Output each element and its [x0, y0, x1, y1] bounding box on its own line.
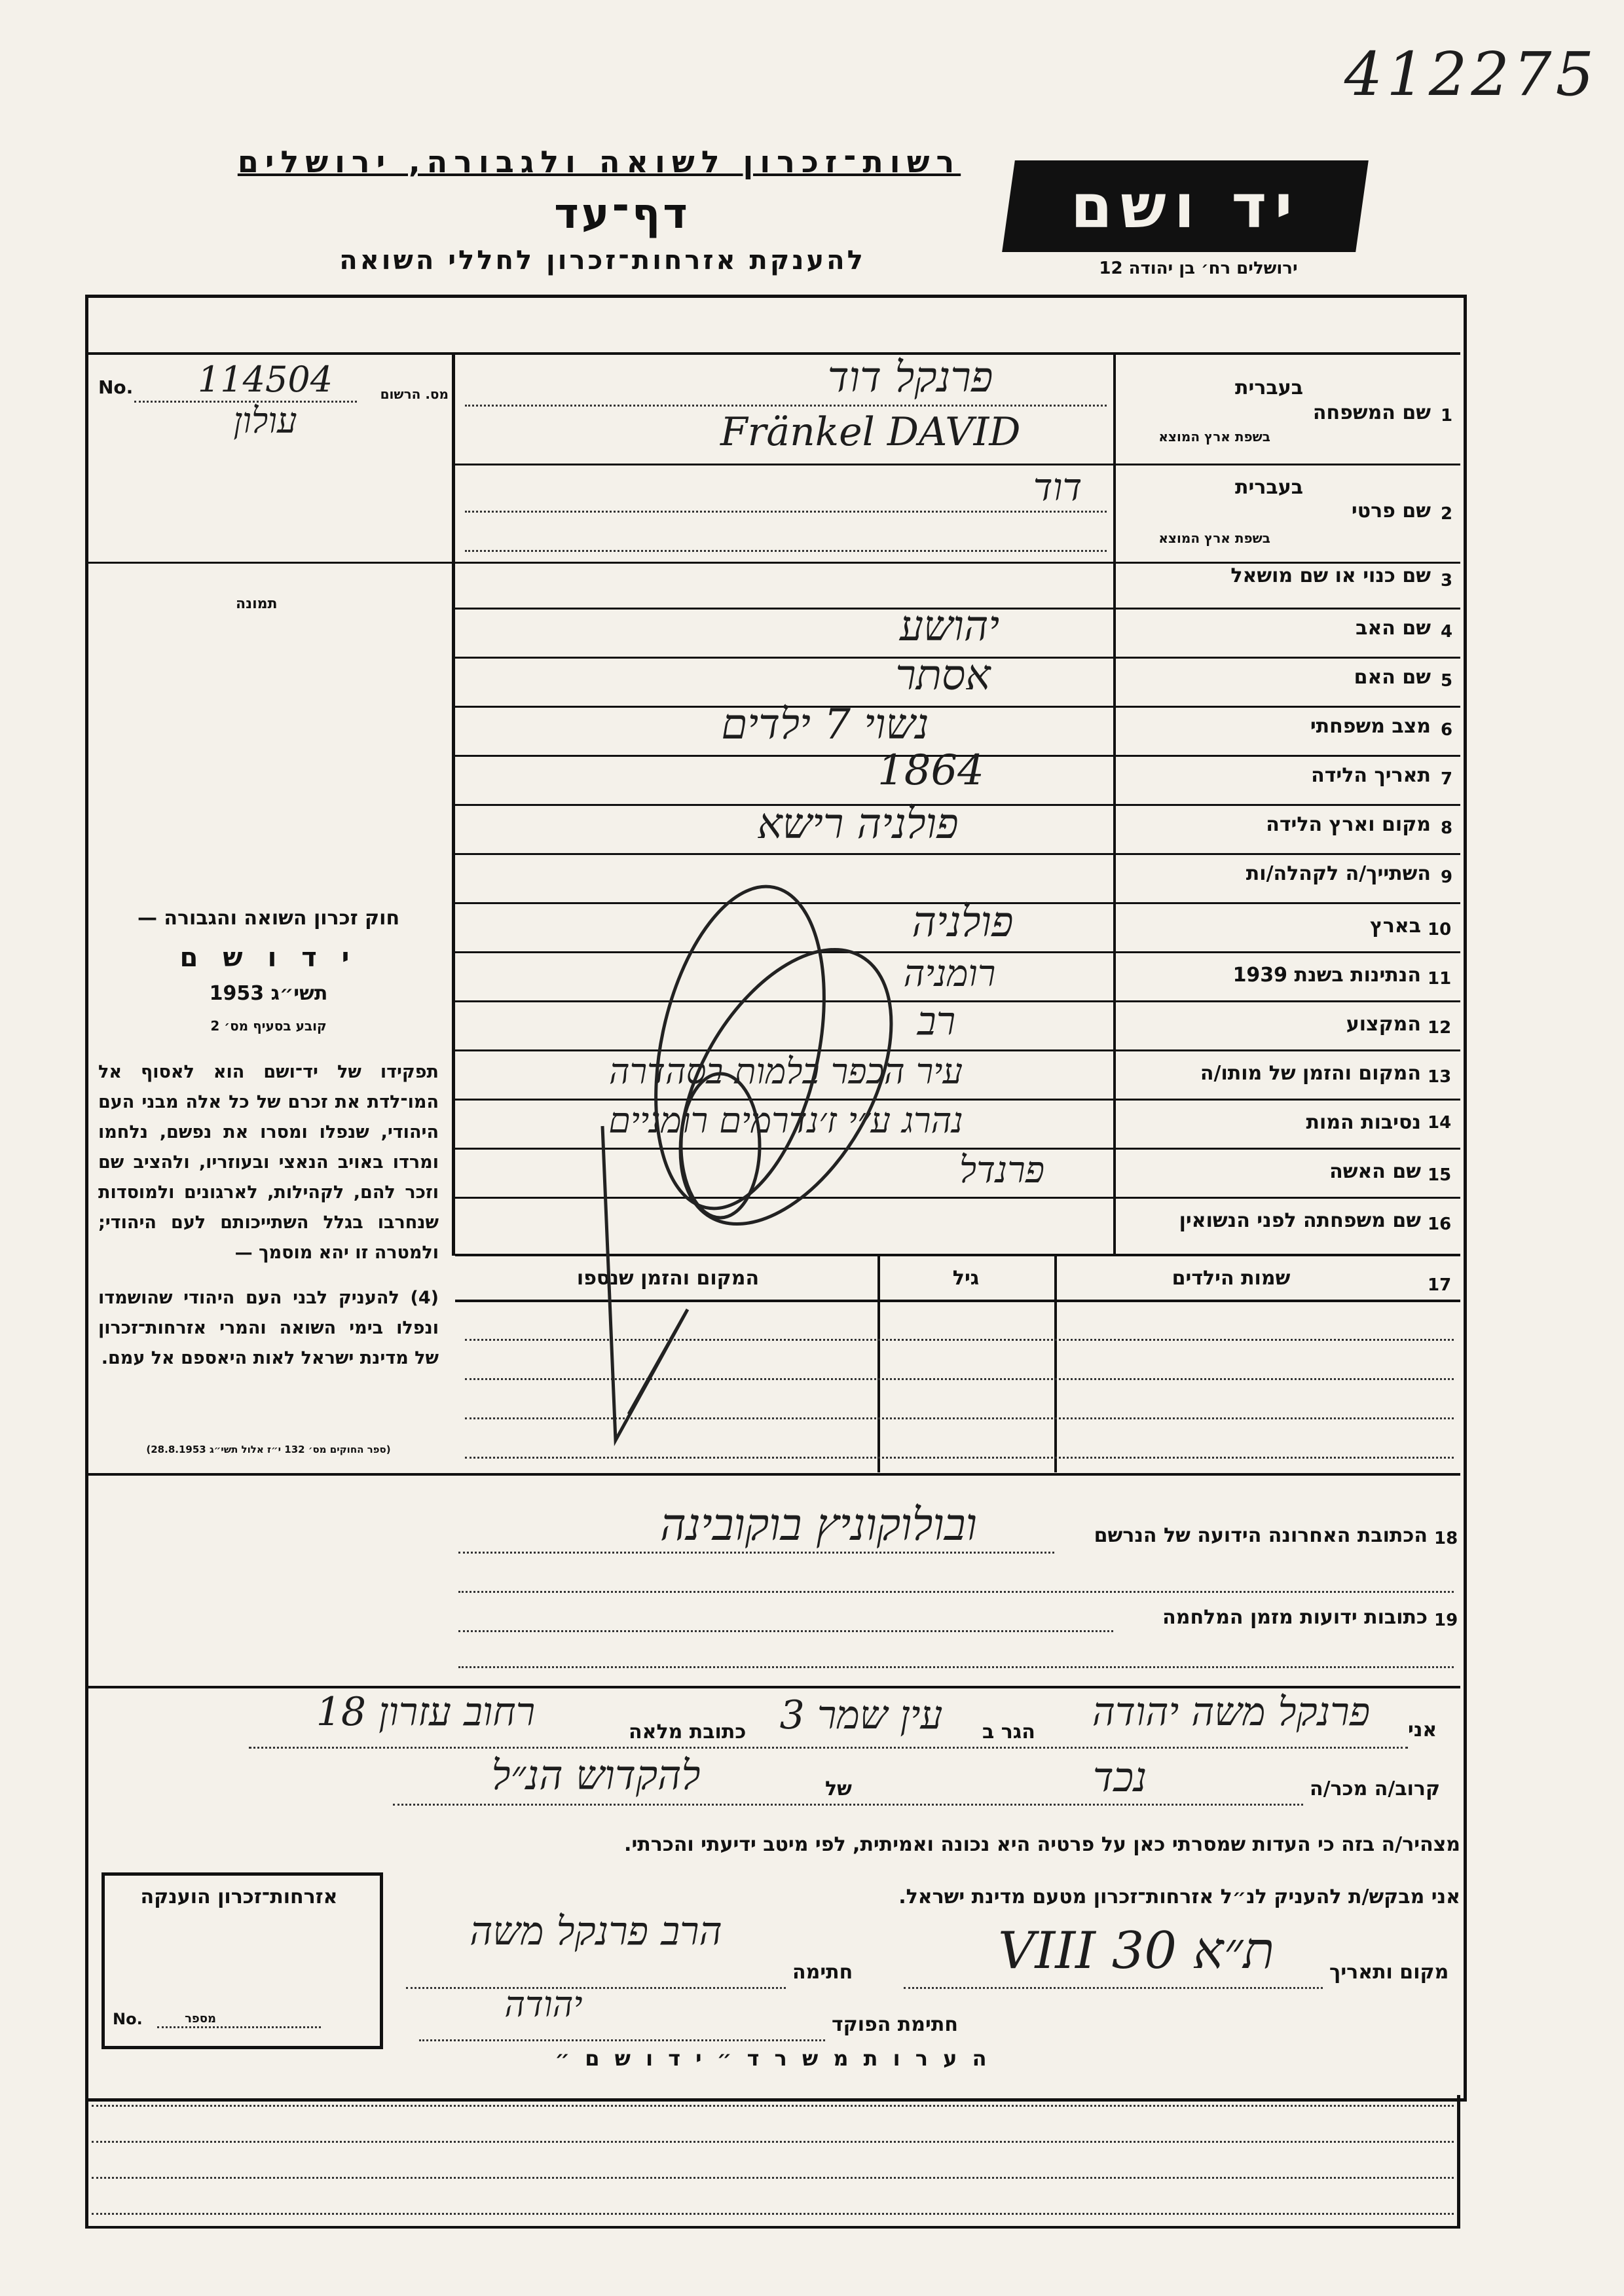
official-signature-value: יהודה	[504, 1984, 583, 2025]
field-11-label: הנתינות בשנת 1939	[1232, 964, 1421, 987]
law-text-2: (4) להעניק לבני העם היהודי שהושמדו ונפלו בימי השואה והמרי אזרחות־זכרון של מדינת ישראל לאות היאספם אל עמם.	[98, 1288, 439, 1368]
field-3-num: 3	[1441, 571, 1453, 591]
field-10-label: בארץ	[1369, 915, 1421, 938]
field-15-num: 15	[1428, 1165, 1452, 1185]
declarant-of: להקדוש הנ״ל	[491, 1751, 701, 1799]
scribble-oval-2	[637, 914, 934, 1260]
field-6-value: נשוי 7 ילדים	[721, 701, 929, 749]
law-title: חוק זכרון השואה והגבורה —	[137, 907, 400, 930]
scribble-oval-1	[629, 871, 851, 1224]
place-date-label: מקום ותאריך	[1329, 1961, 1449, 1984]
field-10-num: 10	[1428, 920, 1452, 939]
yad-vashem-logo	[1002, 160, 1369, 252]
field-1-lang-orig: בשפת ארץ המוצא	[1158, 429, 1270, 445]
field-2-num: 2	[1441, 504, 1453, 524]
field-1-value-he: פרנקל דוד	[827, 354, 993, 402]
children-col-place: המקום והזמן שנספו	[576, 1267, 760, 1290]
law-section: קובע בסעיף מס׳ 2	[210, 1018, 327, 1034]
field-1-label: שם המשפחה	[1312, 401, 1431, 424]
field-13-label: המקום והזמן של מותו/ה	[1200, 1062, 1421, 1085]
field-14-value: נהרג ע״י ז׳נדרמים רומניים	[608, 1100, 963, 1141]
law-text-1: תפקידו של יד־ושם הוא לאסוף אל המו־לדת את זכרם של כל אלה מבני העם היהודי, שנפלו ומסרו את נפשם, נלחמו ומרדו באויב הנאצי ובעוזריו, ולהציב שם וזכר להם, לקהילות, לארגונים ולמוסדות שנחרבו בגלל השתייכותם לעם היהודי; ולמטרה זו יהא מוסמך —	[98, 1062, 439, 1263]
office-remarks-title: ה ע ר ו ת מ ש ר ד ״ י ד ו ש ם ״	[555, 2046, 991, 2071]
field-12-label: המקצוע	[1346, 1013, 1421, 1036]
field-5-label: שם האם	[1354, 666, 1431, 689]
field-15-value: פרנדל	[959, 1149, 1045, 1192]
request-text: אני מבקש/ת להעניק לנ״ל אזרחות־זכרון מטעם מדינת ישראל.	[898, 1886, 1460, 1908]
field-6-label: מצב משפחתי	[1310, 715, 1431, 738]
field-8-value: פולניה רישא	[757, 800, 959, 848]
field-9-label: השתייך/ה לקהלה/ות	[1246, 862, 1431, 885]
field-2-label: שם פרטי	[1351, 500, 1431, 522]
field-16-num: 16	[1428, 1214, 1452, 1234]
law-citation: (ספר החוקים מס׳ 132 י״ז אלול תשי״ג 28.8.1953)	[146, 1444, 391, 1455]
logo-address: ירושלים רח׳ בן יהודה 12	[1099, 259, 1298, 278]
field-14-num: 14	[1428, 1113, 1452, 1133]
field-11-num: 11	[1428, 969, 1452, 989]
field-16-label: שם משפחתה לפני הנשואין	[1179, 1209, 1421, 1232]
field-5-value: אסתר	[895, 651, 991, 700]
declarant-address: רחוב עזרון 18	[316, 1689, 536, 1735]
field-18-num: 18	[1434, 1529, 1458, 1548]
signature-value: הרב פרנקל משה	[470, 1908, 722, 1954]
citizenship-no-label: No.	[113, 2010, 143, 2028]
archive-number: 412275	[1344, 39, 1598, 109]
field-13-value: עיר הכפר בלמות בסהדרה	[608, 1051, 963, 1092]
declarant-resident-label: הגר ב	[982, 1721, 1035, 1743]
field-17-num: 17	[1428, 1275, 1452, 1295]
declarant-i-label: אני	[1408, 1719, 1437, 1741]
registration-no	[98, 376, 133, 398]
place-date-value: ת״א 30 VIII	[998, 1922, 1274, 1980]
field-19-num: 19	[1434, 1611, 1458, 1630]
field-7-num: 7	[1441, 769, 1453, 789]
declarant-resident: עין שמר 3	[779, 1692, 943, 1738]
logo-text: יד ושם	[1070, 171, 1301, 242]
form-title: דף־עד	[554, 190, 690, 238]
scribble-stroke	[602, 1126, 688, 1440]
field-19-label: כתובות ידועות מזמן המלחמה	[1162, 1606, 1428, 1629]
field-1-lang-he: בעברית	[1235, 376, 1303, 399]
photo-label: תמונה	[236, 596, 278, 612]
form-subtitle: להענקת אזרחות־זכרון לחללי השואה	[339, 246, 866, 276]
field-9-num: 9	[1441, 867, 1453, 887]
field-2-value-he: דוד	[1033, 465, 1082, 509]
declarant-address-label: כתובת מלאה	[629, 1721, 747, 1743]
citizenship-number-label: מספר	[185, 2012, 216, 2026]
field-2-lang-he: בעברית	[1235, 476, 1303, 499]
field-6-num: 6	[1441, 720, 1453, 740]
declarant-name: פרנקל משה יהודה	[1092, 1689, 1371, 1735]
field-12-num: 12	[1428, 1018, 1452, 1038]
field-11-value: רומניה	[903, 953, 996, 995]
field-1-num: 1	[1441, 406, 1453, 426]
registration-label: מס. הרשום	[380, 386, 449, 402]
field-8-label: מקום וארץ הלידה	[1266, 813, 1431, 836]
children-col-age: גיל	[952, 1267, 980, 1290]
field-13-num: 13	[1428, 1067, 1452, 1087]
authority-line: רשות־זכרון לשואה ולגבורה, ירושלים	[237, 144, 961, 179]
law-name: י ד ו ש ם	[179, 943, 358, 973]
registration-value: 114504 עולון	[197, 359, 333, 441]
declaration-text: מצהיר/ה בזה כי העדות שמסרתי כאן על פרטיה היא נכונה ואמיתית, לפי מיטב ידיעתי והכרתי.	[624, 1833, 1460, 1856]
declarant-of-label: של	[825, 1777, 852, 1800]
field-3-label: שם כנוי או שם מושאל	[1230, 564, 1431, 587]
official-signature-label: חתימת הפוקד	[832, 2013, 958, 2036]
field-18-label: הכתובת האחרונה הידועה של הנרשם	[1094, 1524, 1428, 1547]
field-14-label: נסיבות המות	[1306, 1111, 1421, 1134]
field-7-label: תאריך הלידה	[1311, 764, 1431, 787]
scribble-oval-3	[681, 1074, 760, 1218]
citizenship-box-title: אזרחות־זכרון הוענקה	[140, 1886, 338, 1908]
declarant-relative: נכד	[1092, 1753, 1147, 1801]
field-7-value: 1864	[877, 746, 984, 795]
field-12-value: רב	[917, 998, 956, 1044]
field-18-value: ובולוקוניץ בוקובינה	[659, 1499, 978, 1551]
field-4-label: שם האב	[1356, 617, 1431, 640]
field-4-num: 4	[1441, 622, 1453, 642]
field-2-lang-orig: בשפת ארץ המוצא	[1158, 530, 1270, 546]
signature-label: חתימה	[792, 1961, 853, 1984]
field-10-value: פולניה	[912, 898, 1014, 947]
field-4-value: יהושע	[899, 602, 1000, 651]
field-15-label: שם האשה	[1329, 1160, 1421, 1183]
declarant-relative-label: קרוב/ה מכר/ה	[1310, 1777, 1441, 1800]
scribble-mark	[524, 851, 982, 1473]
field-8-num: 8	[1441, 818, 1453, 838]
field-5-num: 5	[1441, 671, 1453, 691]
field-1-value-orig: Fränkel DAVID	[720, 409, 1021, 455]
law-year: תשי״ג 1953	[209, 982, 328, 1005]
children-col-names: שמות הילדים	[1172, 1267, 1291, 1290]
no-label: No.	[98, 376, 134, 398]
